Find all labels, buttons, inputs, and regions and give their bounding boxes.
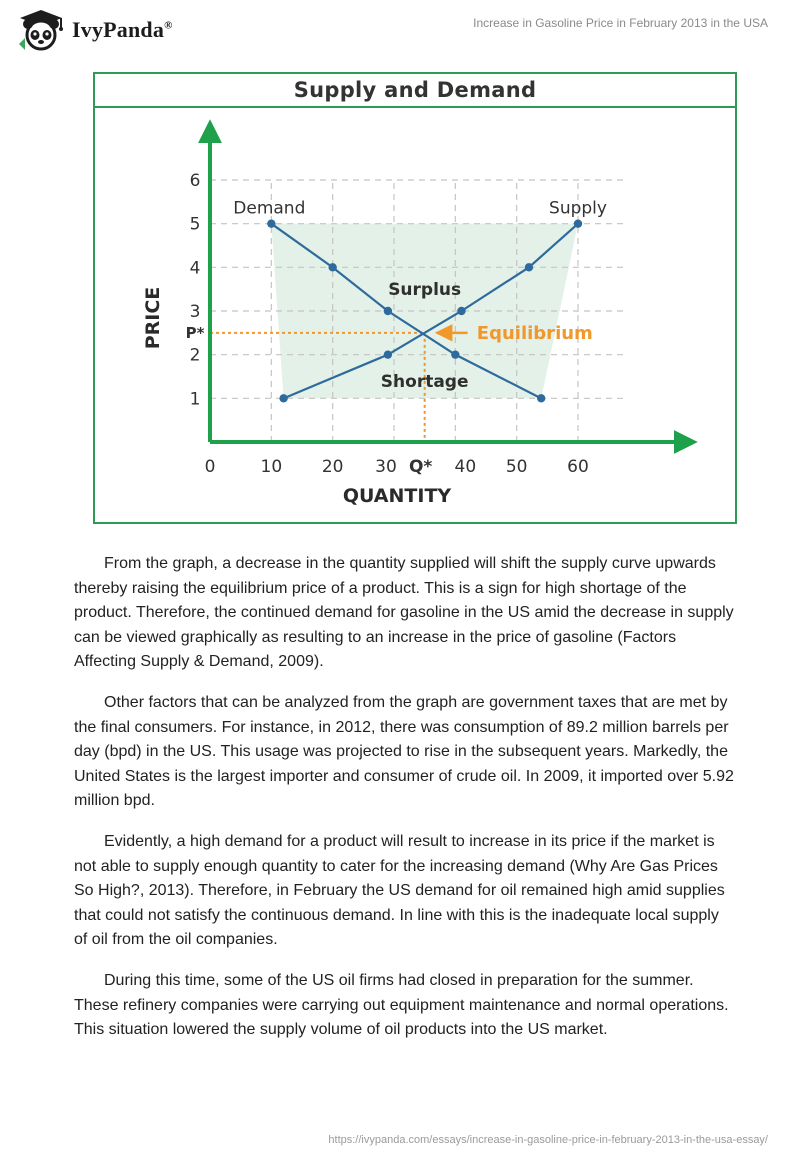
panda-logo-icon	[16, 8, 66, 52]
p-star-label: P*	[185, 323, 205, 342]
y-tick-label: 5	[189, 214, 201, 235]
chart-title: Supply and Demand	[95, 74, 735, 108]
document-title: Increase in Gasoline Price in February 2013 in the USA	[473, 16, 768, 30]
y-tick-label: 2	[189, 345, 201, 366]
paragraph: From the graph, a decrease in the quantity supplied will shift the supply curve upwards thereby raising the equilibrium price of a product. This is a sign for high shortage of the product. Therefore, the continued demand for gasoline in the US amid the decrease in supply can be viewed graphically as resulting to an increase in the price of gasoline (Factors Affecting Supply & Demand, 2009).	[74, 555, 734, 671]
y-tick-label: 4	[189, 258, 201, 279]
demand-point	[384, 307, 392, 315]
x-tick-label: 50	[505, 457, 528, 477]
x-tick-label: 0	[204, 457, 216, 477]
x-tick-label: 60	[567, 457, 589, 477]
brand-logo[interactable]	[16, 8, 173, 52]
x-tick-label: 30	[375, 457, 397, 477]
article-body	[74, 552, 734, 1059]
supply-point	[525, 263, 533, 271]
demand-point	[267, 219, 275, 227]
demand-point	[328, 263, 336, 271]
supply-point	[574, 219, 582, 227]
chart-grid	[210, 180, 628, 442]
supply-demand-figure	[93, 72, 737, 524]
y-axis-label: PRICE	[142, 286, 164, 350]
y-tick-label: 6	[189, 171, 201, 191]
shortage-label: Shortage	[380, 371, 469, 392]
demand-point	[451, 350, 459, 358]
paragraph: During this time, some of the US oil firms had closed in preparation for the summer. These refinery companies were carrying out equipment maintenance and normal operations. This situation lowered the supply volume of oil products into the US market.	[74, 971, 729, 1039]
y-tick-label: 1	[189, 389, 201, 410]
supply-demand-chart	[95, 108, 735, 522]
demand-point	[537, 394, 545, 402]
paragraph: Evidently, a high demand for a product will result to increase in its price if the market is not able to supply enough quantity to cater for the increasing demand (Why Are Gas Prices So High?, 2013). Therefore, in February the US demand for oil remained high amid supplies that could not satisfy the continuous demand. In line with this is the inadequate local supply of oil from the oil companies.	[74, 832, 725, 949]
supply-point	[384, 350, 392, 358]
supply-point	[457, 307, 465, 315]
y-tick-label: 3	[189, 302, 201, 322]
page-header	[0, 0, 800, 60]
demand-curve-label: Demand	[233, 198, 306, 219]
supply-point	[279, 394, 287, 402]
x-tick-label: 20	[321, 457, 344, 477]
brand-name: IvyPanda®	[72, 17, 173, 42]
q-star-label: Q*	[408, 457, 433, 477]
x-axis-label: QUANTITY	[342, 485, 452, 507]
paragraph: Other factors that can be analyzed from the graph are government taxes that are met by the final consumers. For instance, in 2012, there was consumption of 89.2 million barrels per day (bpd) in the US. This usage was projected to rise in the subsequent years. Markedly, the United States is the largest importer and consumer of crude oil. In 2009, it imported over 5.92 million bpd.	[74, 693, 734, 810]
x-tick-label: 10	[260, 457, 283, 477]
source-url[interactable]: https://ivypanda.com/essays/increase-in-gasoline-price-in-february-2013-in-the-usa-essay/	[328, 1134, 768, 1146]
x-tick-label: 40	[454, 457, 477, 477]
surplus-label: Surplus	[388, 280, 462, 301]
supply-curve-label: Supply	[549, 198, 607, 219]
equilibrium-label: Equilibrium	[476, 322, 593, 344]
